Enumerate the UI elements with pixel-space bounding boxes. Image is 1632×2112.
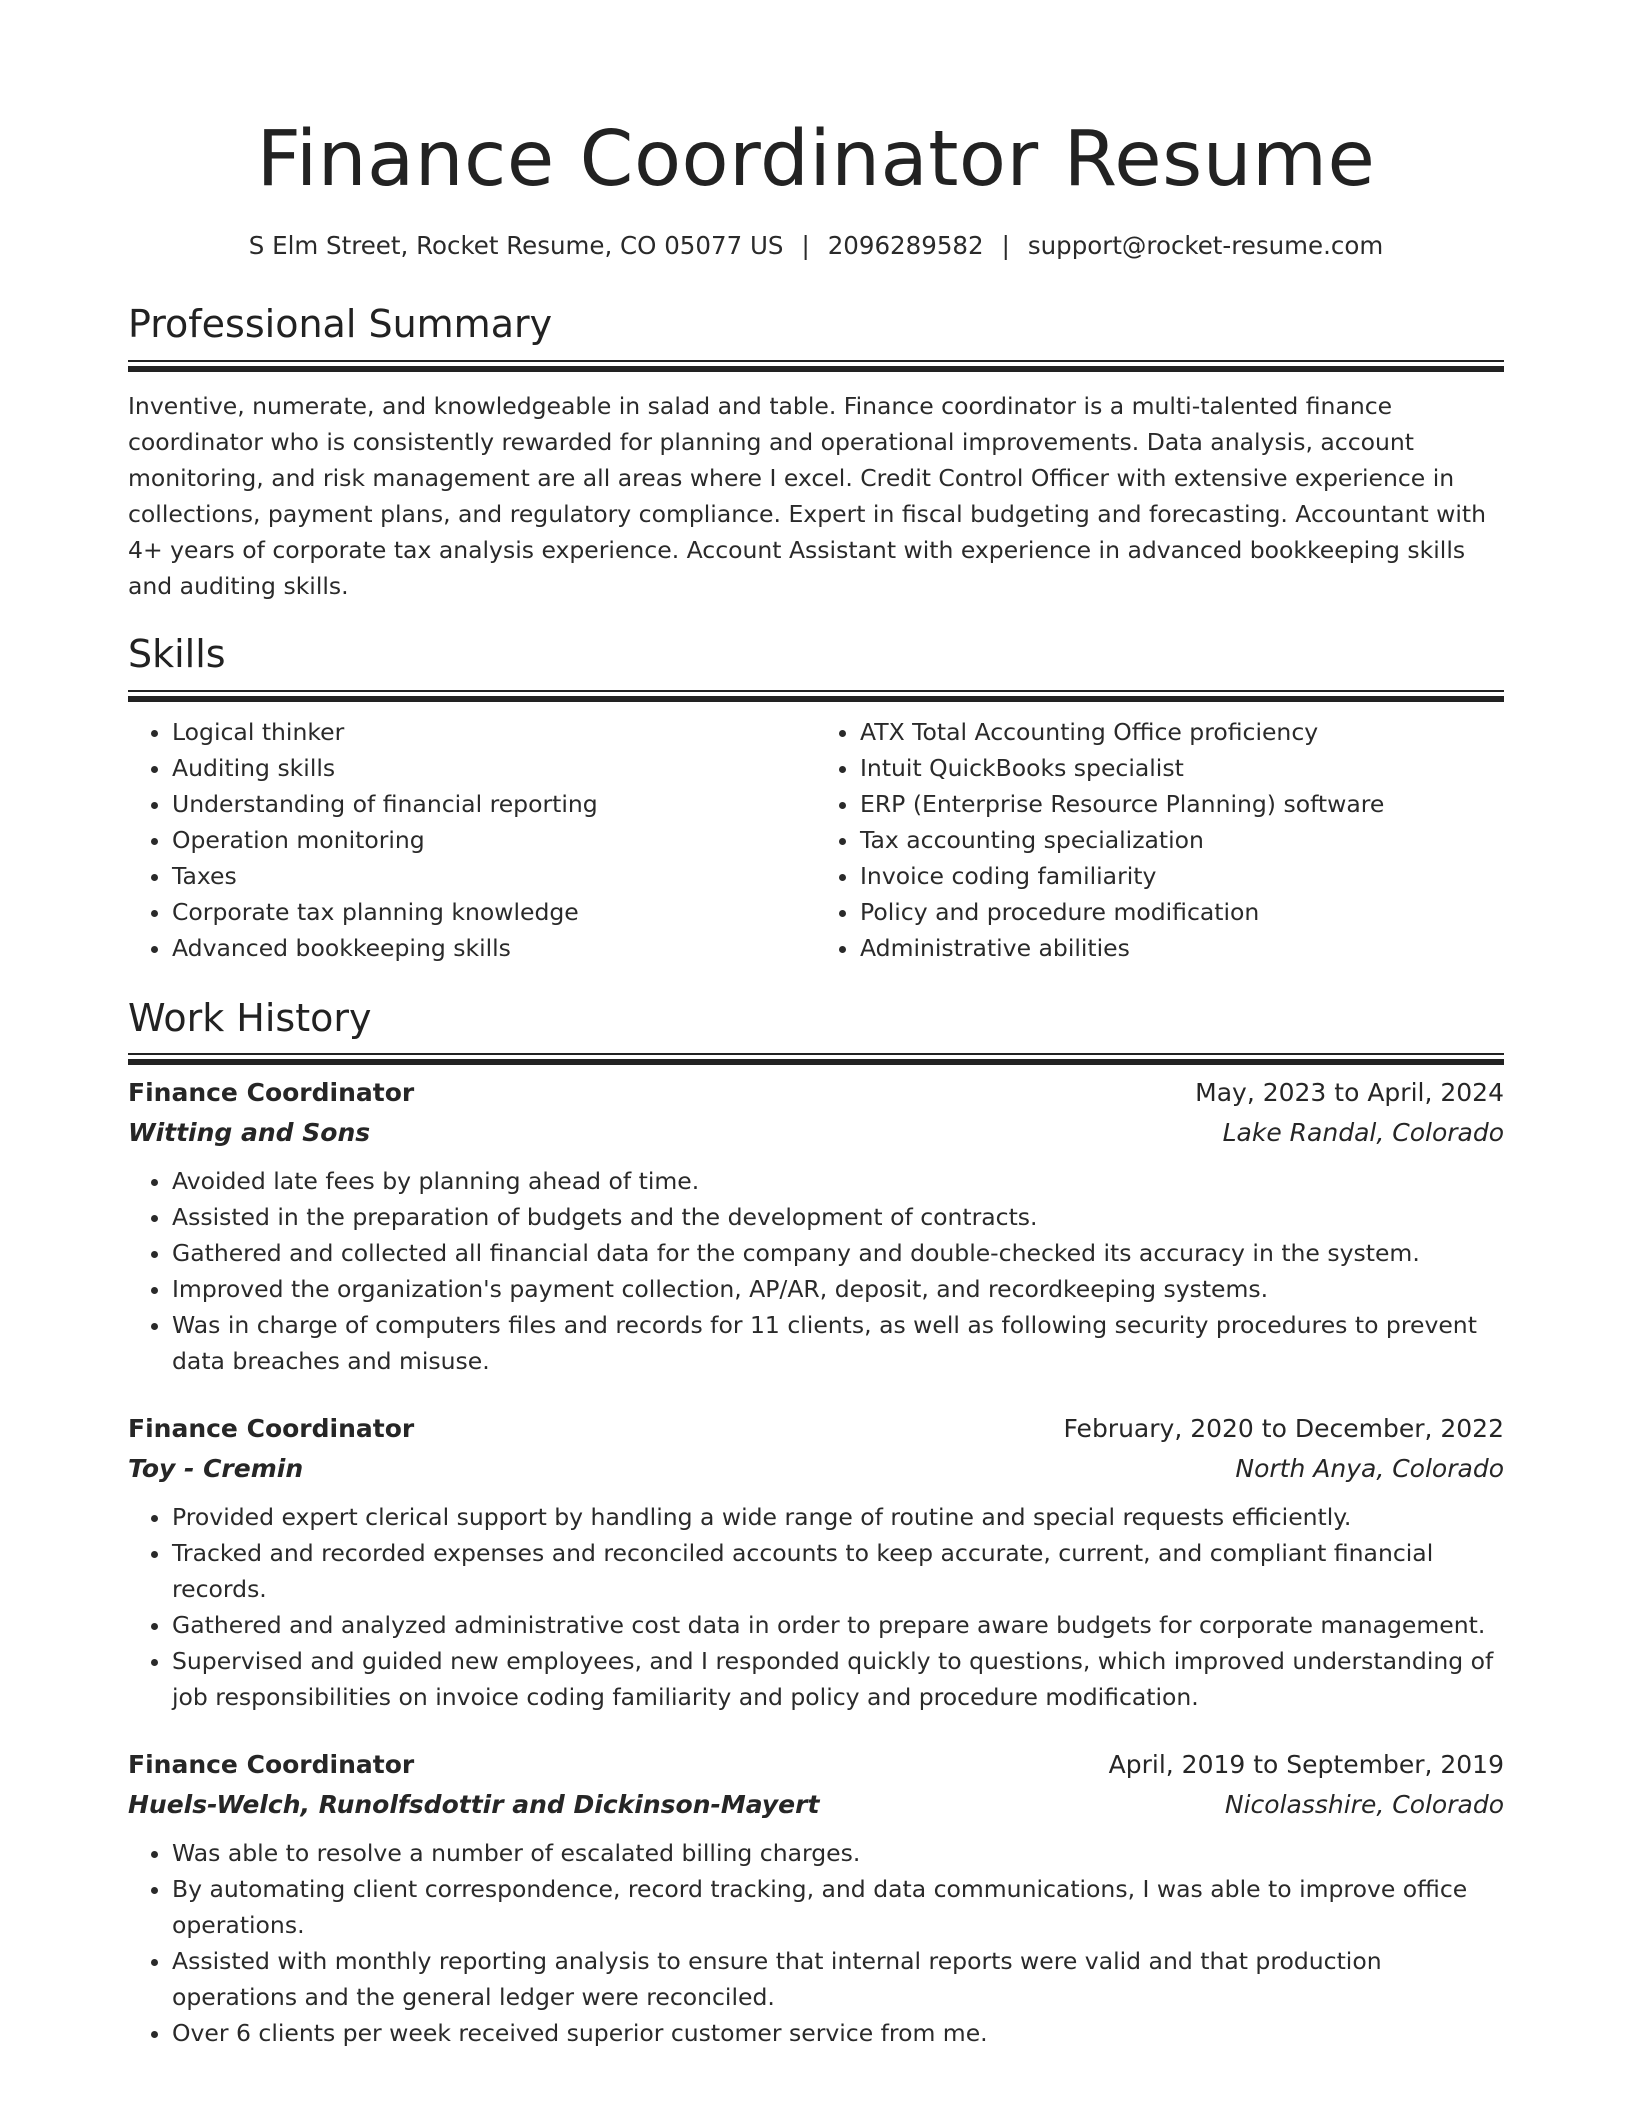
job-bullet: • Avoided late fees by planning ahead of time. — [172, 1163, 1504, 1199]
job-bullet: • Provided expert clerical support by handling a wide range of routine and special requests efficiently. — [172, 1499, 1504, 1535]
skills-columns — [128, 714, 1504, 966]
skill-item: • Invoice coding familiarity — [860, 858, 1504, 894]
summary-text: Inventive, numerate, and knowledgeable in salad and table. Finance coordinator is a multi-talented finance coordinator who is consistently rewarded for planning and operational improvements. Data analysis, account monitoring, and risk management are all areas where I excel. Credit Control Officer with extensive experience in collections, payment plans, and regulatory compliance. Expert in fiscal budgeting and forecasting. Accountant with 4+ years of corporate tax analysis experience. Account Assistant with experience in advanced bookkeeping skills and auditing skills. — [128, 391, 1487, 600]
skills-heading: Skills — [128, 631, 226, 676]
job-dates: February, 2020 to December, 2022 — [1063, 1414, 1504, 1444]
skill-item: • Advanced bookkeeping skills — [172, 930, 816, 966]
job-bullet: • Gathered and analyzed administrative cost data in order to prepare aware budgets for corporate management. — [172, 1607, 1504, 1643]
job-dates: April, 2019 to September, 2019 — [1108, 1750, 1504, 1780]
job-bullets — [128, 1835, 1504, 2051]
job-company: Toy - Cremin — [128, 1454, 304, 1484]
job-company: Witting and Sons — [128, 1118, 371, 1148]
skill-item: • Auditing skills — [172, 750, 816, 786]
job-bullet: • Was in charge of computers files and records for 11 clients, as well as following security procedures to prevent data breaches and misuse. — [172, 1307, 1504, 1379]
skill-item: • Logical thinker — [172, 714, 816, 750]
job-subheader-row — [128, 1449, 1504, 1489]
job-title: Finance Coordinator — [128, 1414, 415, 1444]
job-header-row — [128, 1073, 1504, 1113]
job-bullet: • Assisted in the preparation of budgets and the development of contracts. — [172, 1199, 1504, 1235]
job-location: Lake Randal, Colorado — [1222, 1118, 1504, 1148]
job-company: Huels-Welch, Runolfsdottir and Dickinson-Mayert — [128, 1790, 820, 1820]
contact-address: S Elm Street, Rocket Resume, CO 05077 US — [248, 230, 784, 260]
contact-phone: 2096289582 — [827, 230, 984, 260]
job-location: Nicolasshire, Colorado — [1224, 1790, 1504, 1820]
resume-title: Finance Coordinator Resume — [256, 115, 1376, 204]
summary-heading: Professional Summary — [128, 302, 553, 347]
skill-item: • Corporate tax planning knowledge — [172, 894, 816, 930]
job-bullet: • By automating client correspondence, record tracking, and data communications, I was able to improve office operations. — [172, 1871, 1504, 1943]
skill-item: • Tax accounting specialization — [860, 822, 1504, 858]
job-bullets — [128, 1499, 1504, 1715]
job-bullet: • Supervised and guided new employees, and I responded quickly to questions, which improved understanding of job responsibilities on invoice coding familiarity and policy and procedure modification. — [172, 1643, 1504, 1715]
job-header-row — [128, 1745, 1504, 1785]
job-bullet: • Assisted with monthly reporting analysis to ensure that internal reports were valid and that production operations and the general ledger were reconciled. — [172, 1943, 1504, 2015]
job-entry — [128, 1745, 1504, 2051]
skills-left-list — [128, 714, 816, 966]
job-title: Finance Coordinator — [128, 1078, 415, 1108]
job-header-row — [128, 1409, 1504, 1449]
skill-item: • Policy and procedure modification — [860, 894, 1504, 930]
job-bullets — [128, 1163, 1504, 1379]
job-entry — [128, 1409, 1504, 1715]
skill-item: • Operation monitoring — [172, 822, 816, 858]
skill-item: • Understanding of financial reporting — [172, 786, 816, 822]
skill-item: • Intuit QuickBooks specialist — [860, 750, 1504, 786]
skill-item: • ATX Total Accounting Office proficiency — [860, 714, 1504, 750]
section-divider — [128, 690, 1504, 692]
skills-section — [128, 631, 1504, 966]
contact-separator: | — [1001, 230, 1010, 260]
section-divider — [128, 1053, 1504, 1055]
job-bullet: • Tracked and recorded expenses and reconciled accounts to keep accurate, current, and compliant financial records. — [172, 1535, 1504, 1607]
job-subheader-row — [128, 1785, 1504, 1825]
job-title: Finance Coordinator — [128, 1750, 415, 1780]
job-location: North Anya, Colorado — [1235, 1454, 1504, 1484]
contact-line — [128, 231, 1504, 260]
work-history-heading: Work History — [128, 995, 372, 1040]
section-divider — [128, 360, 1504, 362]
work-history-section — [128, 995, 1504, 2052]
skill-item: • Taxes — [172, 858, 816, 894]
job-entry — [128, 1073, 1504, 1379]
contact-email[interactable]: support@rocket-resume.com — [1027, 230, 1384, 260]
skills-right-list — [816, 714, 1504, 966]
skill-item: • ERP (Enterprise Resource Planning) software — [860, 786, 1504, 822]
job-dates: May, 2023 to April, 2024 — [1195, 1078, 1504, 1108]
job-bullet: • Over 6 clients per week received superior customer service from me. — [172, 2015, 1504, 2051]
contact-separator: | — [801, 230, 810, 260]
job-subheader-row — [128, 1113, 1504, 1153]
skill-item: • Administrative abilities — [860, 930, 1504, 966]
summary-section — [128, 304, 1504, 604]
job-bullet: • Was able to resolve a number of escalated billing charges. — [172, 1835, 1504, 1871]
job-bullet: • Improved the organization's payment collection, AP/AR, deposit, and recordkeeping systems. — [172, 1271, 1504, 1307]
job-bullet: • Gathered and collected all financial data for the company and double-checked its accuracy in the system. — [172, 1235, 1504, 1271]
